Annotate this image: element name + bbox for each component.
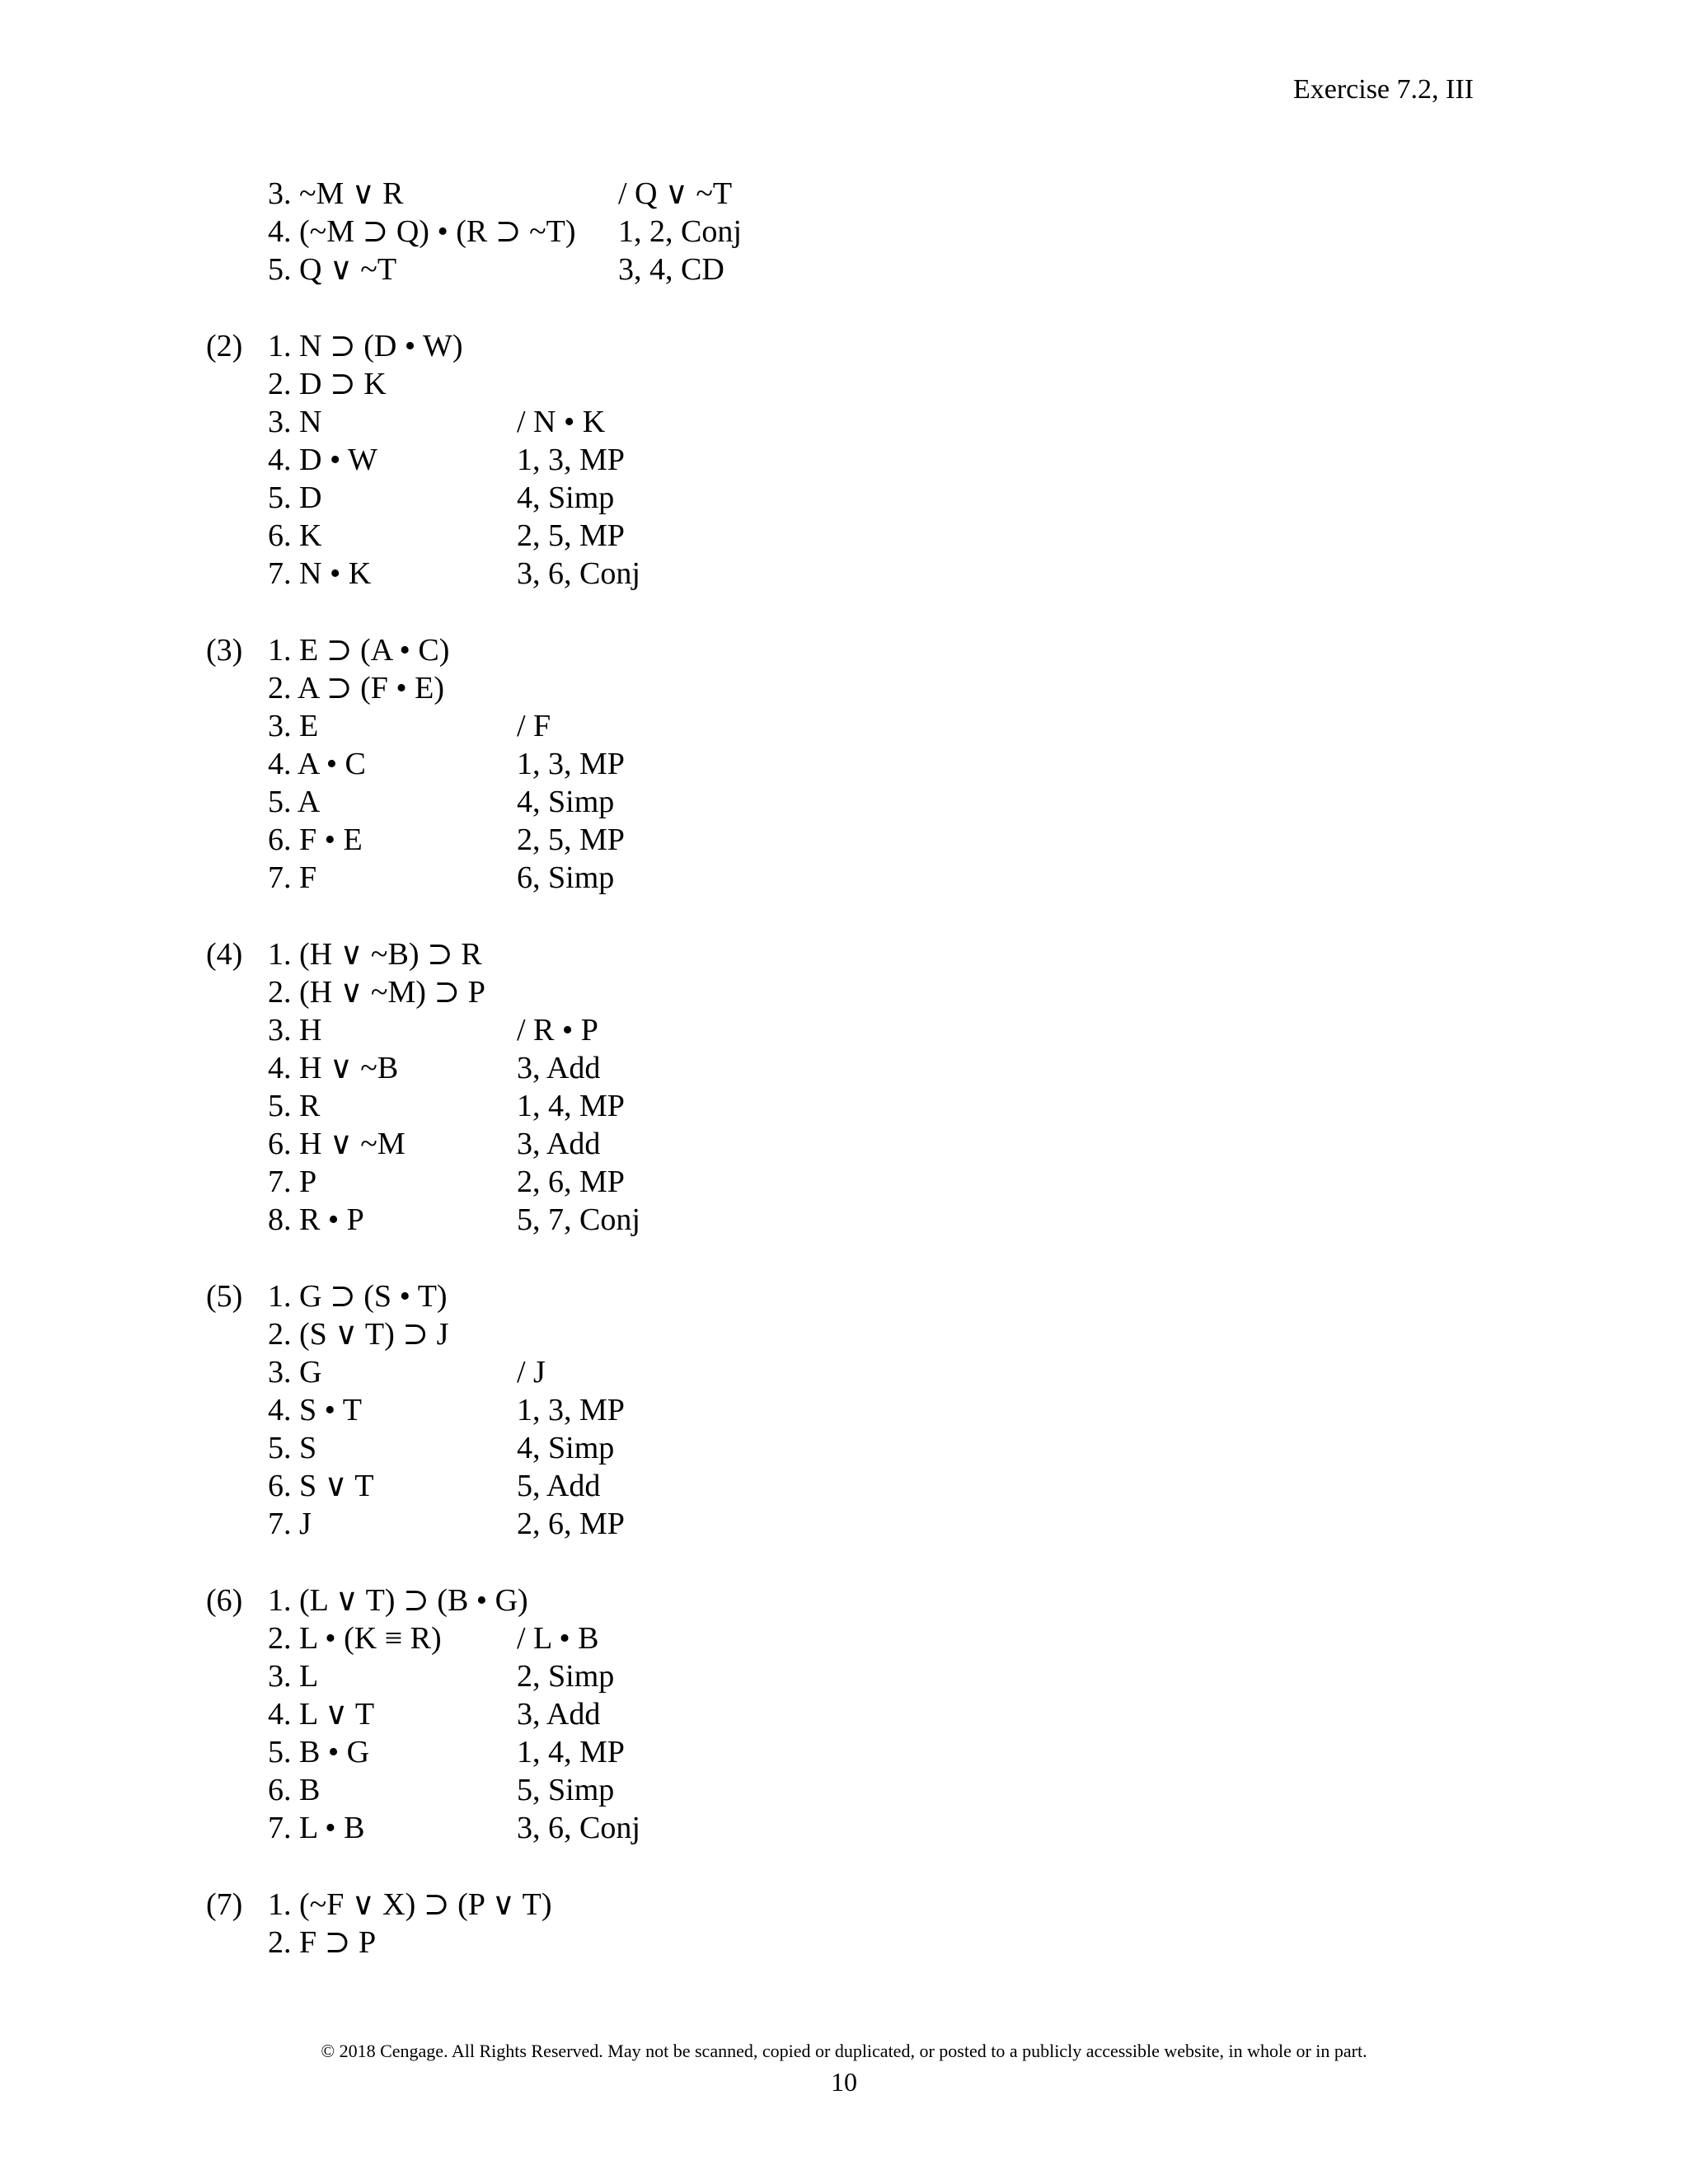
proof-statement: 3. L — [268, 1659, 319, 1694]
proof-justification: / L • B — [517, 1621, 599, 1656]
proof-statement: 3. H — [268, 1013, 322, 1047]
proof-justification: / J — [517, 1355, 546, 1390]
proof-line — [206, 517, 1360, 555]
proof-justification: 3, 6, Conj — [517, 556, 640, 591]
proof-line — [206, 1011, 1360, 1049]
proof-statement: 5. D — [268, 480, 322, 515]
proof-statement: 4. L ∨ T — [268, 1697, 375, 1732]
problem-number: (5) — [206, 1279, 243, 1314]
proof-statement: 2. (S ∨ T) ⊃ J — [268, 1317, 449, 1352]
proof-line — [206, 859, 1360, 897]
problem-number: (6) — [206, 1583, 243, 1618]
proof-statement: 6. F • E — [268, 823, 363, 857]
proof-line — [206, 1391, 1360, 1429]
proof-justification: 2, 6, MP — [517, 1165, 625, 1199]
proof-statement: 4. A • C — [268, 747, 366, 781]
proof-statement: 3. E — [268, 709, 319, 743]
proof-statement: 5. A — [268, 785, 321, 819]
problem-number: (3) — [206, 633, 243, 668]
proof-statement: 7. J — [268, 1507, 312, 1541]
proof-list — [206, 175, 1360, 2000]
proof-statement: 3. ~M ∨ R — [268, 176, 404, 211]
proof-statement: 5. S — [268, 1431, 317, 1465]
proof-line — [206, 745, 1360, 783]
proof-statement: 7. F — [268, 860, 317, 895]
proof-statement: 2. F ⊃ P — [268, 1925, 377, 1960]
proof-justification: 1, 4, MP — [517, 1089, 625, 1123]
proof-justification: 2, Simp — [517, 1659, 615, 1694]
proof-justification: 4, Simp — [517, 785, 615, 819]
proof-problem-7 — [206, 1886, 1360, 1961]
proof-statement: 7. L • B — [268, 1811, 365, 1845]
proof-statement: 7. P — [268, 1165, 317, 1199]
proof-line — [206, 935, 1360, 973]
proof-statement: 1. (~F ∨ X) ⊃ (P ∨ T) — [268, 1887, 552, 1922]
proof-statement: 3. N — [268, 405, 322, 439]
problem-number: (4) — [206, 937, 243, 972]
proof-statement: 2. A ⊃ (F • E) — [268, 671, 445, 705]
proof-justification: 3, 6, Conj — [517, 1811, 640, 1845]
proof-statement: 4. S • T — [268, 1393, 362, 1427]
proof-justification: 1, 2, Conj — [618, 214, 742, 249]
proof-justification: 5, Add — [517, 1469, 601, 1503]
proof-justification: 1, 3, MP — [517, 443, 625, 477]
proof-justification: 5, 7, Conj — [517, 1202, 640, 1237]
proof-justification: / N • K — [517, 405, 606, 439]
proof-line — [206, 1771, 1360, 1809]
proof-line — [206, 1429, 1360, 1467]
proof-line — [206, 1467, 1360, 1505]
proof-statement: 5. B • G — [268, 1735, 370, 1769]
proof-line — [206, 1582, 1360, 1619]
page-number: 10 — [831, 2067, 857, 2097]
proof-statement: 1. (H ∨ ~B) ⊃ R — [268, 937, 482, 972]
proof-line — [206, 669, 1360, 707]
proof-problem-2 — [206, 327, 1360, 593]
problem-number: (2) — [206, 329, 243, 363]
proof-line — [206, 479, 1360, 517]
proof-justification: 1, 3, MP — [517, 1393, 625, 1427]
proof-statement: 4. D • W — [268, 443, 377, 477]
proof-statement: 2. L • (K ≡ R) — [268, 1621, 442, 1656]
proof-statement: 1. (L ∨ T) ⊃ (B • G) — [268, 1583, 528, 1618]
proof-line — [206, 213, 1360, 251]
proof-line — [206, 821, 1360, 859]
proof-line — [206, 251, 1360, 288]
proof-statement: 1. G ⊃ (S • T) — [268, 1279, 448, 1314]
proof-line — [206, 1733, 1360, 1771]
proof-line — [206, 631, 1360, 669]
page-header: Exercise 7.2, III — [1292, 74, 1474, 105]
proof-line — [206, 555, 1360, 593]
proof-justification: / Q ∨ ~T — [618, 176, 733, 211]
proof-justification: 5, Simp — [517, 1773, 615, 1807]
proof-problem-5 — [206, 1277, 1360, 1543]
proof-line — [206, 1809, 1360, 1847]
proof-justification: 4, Simp — [517, 1431, 615, 1465]
proof-problem-6 — [206, 1582, 1360, 1847]
problem-number: (7) — [206, 1887, 243, 1922]
proof-line — [206, 1924, 1360, 1961]
proof-problem-1-continued — [206, 175, 1360, 288]
proof-statement: 3. G — [268, 1355, 322, 1390]
proof-statement: 2. (H ∨ ~M) ⊃ P — [268, 975, 485, 1010]
proof-justification: 2, 5, MP — [517, 823, 625, 857]
copyright-notice: © 2018 Cengage. All Rights Reserved. May not be scanned, copied or duplicated, or posted to a publicly accessible website, in whole or in part. — [321, 2041, 1367, 2061]
proof-statement: 6. S ∨ T — [268, 1469, 374, 1503]
proof-justification: 6, Simp — [517, 860, 615, 895]
proof-justification: / R • P — [517, 1013, 598, 1047]
proof-justification: 4, Simp — [517, 480, 615, 515]
proof-justification: 3, Add — [517, 1697, 601, 1732]
proof-line — [206, 403, 1360, 441]
proof-justification: 1, 3, MP — [517, 747, 625, 781]
proof-line — [206, 1619, 1360, 1657]
proof-line — [206, 1277, 1360, 1315]
proof-line — [206, 1886, 1360, 1924]
proof-statement: 1. N ⊃ (D • W) — [268, 329, 463, 363]
proof-line — [206, 175, 1360, 213]
proof-justification: 3, Add — [517, 1127, 601, 1161]
proof-justification: 1, 4, MP — [517, 1735, 625, 1769]
proof-statement: 5. R — [268, 1089, 321, 1123]
proof-problem-3 — [206, 631, 1360, 897]
proof-line — [206, 365, 1360, 403]
proof-statement: 8. R • P — [268, 1202, 364, 1237]
proof-problem-4 — [206, 935, 1360, 1239]
proof-justification: 2, 6, MP — [517, 1507, 625, 1541]
proof-line — [206, 1125, 1360, 1163]
proof-line — [206, 327, 1360, 365]
proof-line — [206, 973, 1360, 1011]
proof-line — [206, 1087, 1360, 1125]
proof-statement: 4. (~M ⊃ Q) • (R ⊃ ~T) — [268, 214, 576, 249]
proof-justification: 2, 5, MP — [517, 518, 625, 553]
proof-statement: 7. N • K — [268, 556, 372, 591]
proof-line — [206, 1695, 1360, 1733]
proof-line — [206, 1657, 1360, 1695]
proof-statement: 5. Q ∨ ~T — [268, 252, 397, 287]
proof-statement: 4. H ∨ ~B — [268, 1051, 399, 1085]
proof-line — [206, 1353, 1360, 1391]
proof-line — [206, 1201, 1360, 1239]
proof-statement: 1. E ⊃ (A • C) — [268, 633, 450, 668]
proof-justification: 3, 4, CD — [618, 252, 724, 287]
proof-justification: 3, Add — [517, 1051, 601, 1085]
proof-statement: 6. H ∨ ~M — [268, 1127, 406, 1161]
proof-statement: 2. D ⊃ K — [268, 367, 387, 401]
proof-line — [206, 1049, 1360, 1087]
proof-line — [206, 1505, 1360, 1543]
proof-statement: 6. K — [268, 518, 322, 553]
proof-line — [206, 1163, 1360, 1201]
proof-line — [206, 707, 1360, 745]
proof-justification: / F — [517, 709, 551, 743]
proof-line — [206, 1315, 1360, 1353]
proof-line — [206, 783, 1360, 821]
proof-statement: 6. B — [268, 1773, 321, 1807]
proof-line — [206, 441, 1360, 479]
